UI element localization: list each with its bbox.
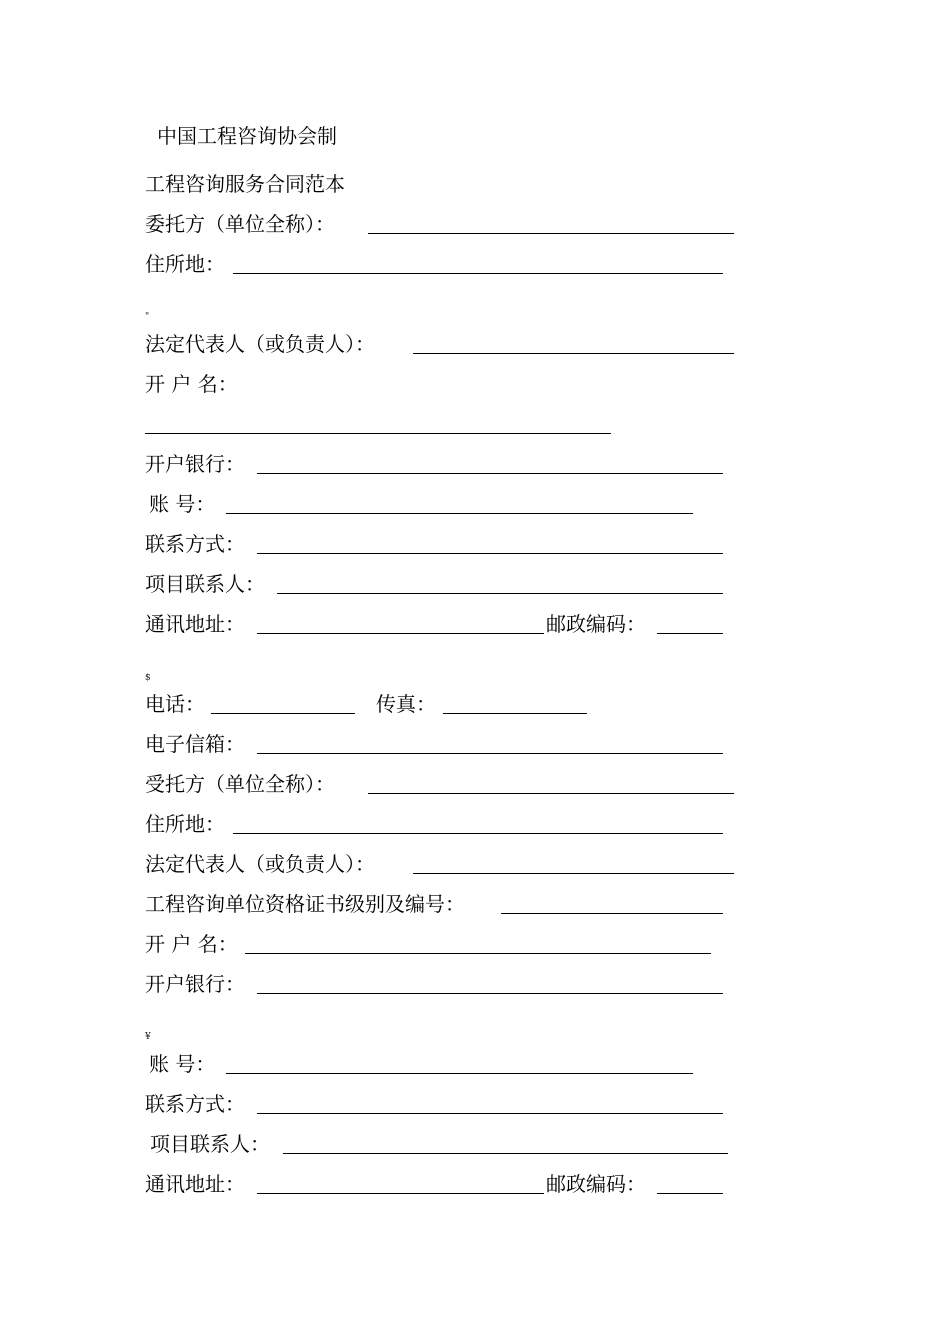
contractor-project-contact-field[interactable]: [283, 1153, 728, 1154]
issuer-header: 中国工程咨询协会制: [157, 124, 337, 148]
client-account-name-label: 开 户 名：: [145, 372, 238, 396]
client-postcode-field[interactable]: [657, 633, 723, 634]
client-bank-label: 开户银行：: [145, 452, 245, 476]
contractor-postcode-label: 邮政编码：: [546, 1172, 646, 1196]
stray-mark: $: [145, 673, 151, 683]
contractor-contact-method-label: 联系方式：: [145, 1092, 245, 1116]
contractor-project-contact-label: 项目联系人：: [150, 1132, 270, 1156]
client-account-name-field[interactable]: [145, 433, 611, 434]
contractor-account-no-field[interactable]: [226, 1073, 693, 1074]
client-project-contact-label: 项目联系人：: [145, 572, 265, 596]
client-fax-label: 传真：: [376, 692, 436, 716]
contractor-mail-address-field[interactable]: [257, 1193, 544, 1194]
client-contact-method-field[interactable]: [257, 553, 723, 554]
client-phone-label: 电话：: [145, 692, 205, 716]
contractor-name-label: 受托方（单位全称）：: [145, 772, 335, 796]
contractor-bank-field[interactable]: [257, 993, 723, 994]
client-bank-field[interactable]: [257, 473, 723, 474]
contractor-contact-method-field[interactable]: [257, 1113, 723, 1114]
client-name-label: 委托方（单位全称）：: [145, 212, 335, 236]
contractor-account-name-field[interactable]: [245, 953, 711, 954]
contractor-name-field[interactable]: [368, 793, 734, 794]
client-account-no-label: 账 号：: [149, 492, 216, 516]
client-legal-rep-field[interactable]: [413, 353, 734, 354]
contractor-mail-address-label: 通讯地址：: [145, 1172, 245, 1196]
contractor-postcode-field[interactable]: [657, 1193, 723, 1194]
client-email-field[interactable]: [257, 753, 723, 754]
stray-mark: ": [145, 312, 150, 322]
contractor-qualification-label: 工程咨询单位资格证书级别及编号：: [145, 892, 465, 916]
contractor-address-label: 住所地：: [145, 812, 225, 836]
client-legal-rep-label: 法定代表人（或负责人）：: [145, 332, 375, 356]
client-account-no-field[interactable]: [226, 513, 693, 514]
contractor-account-no-label: 账 号：: [149, 1052, 216, 1076]
client-project-contact-field[interactable]: [277, 593, 723, 594]
contractor-address-field[interactable]: [233, 833, 723, 834]
client-address-field[interactable]: [233, 273, 723, 274]
client-email-label: 电子信箱：: [145, 732, 245, 756]
client-phone-field[interactable]: [211, 713, 355, 714]
client-mail-address-label: 通讯地址：: [145, 612, 245, 636]
client-contact-method-label: 联系方式：: [145, 532, 245, 556]
client-fax-field[interactable]: [443, 713, 587, 714]
stray-mark: ¥: [145, 1032, 151, 1042]
contractor-qualification-field[interactable]: [501, 913, 723, 914]
document-title: 工程咨询服务合同范本: [145, 172, 345, 196]
client-address-label: 住所地：: [145, 252, 225, 276]
contractor-account-name-label: 开 户 名：: [145, 932, 238, 956]
contractor-legal-rep-field[interactable]: [413, 873, 734, 874]
client-mail-address-field[interactable]: [257, 633, 544, 634]
contractor-bank-label: 开户银行：: [145, 972, 245, 996]
client-name-field[interactable]: [368, 233, 734, 234]
contractor-legal-rep-label: 法定代表人（或负责人）：: [145, 852, 375, 876]
client-postcode-label: 邮政编码：: [546, 612, 646, 636]
